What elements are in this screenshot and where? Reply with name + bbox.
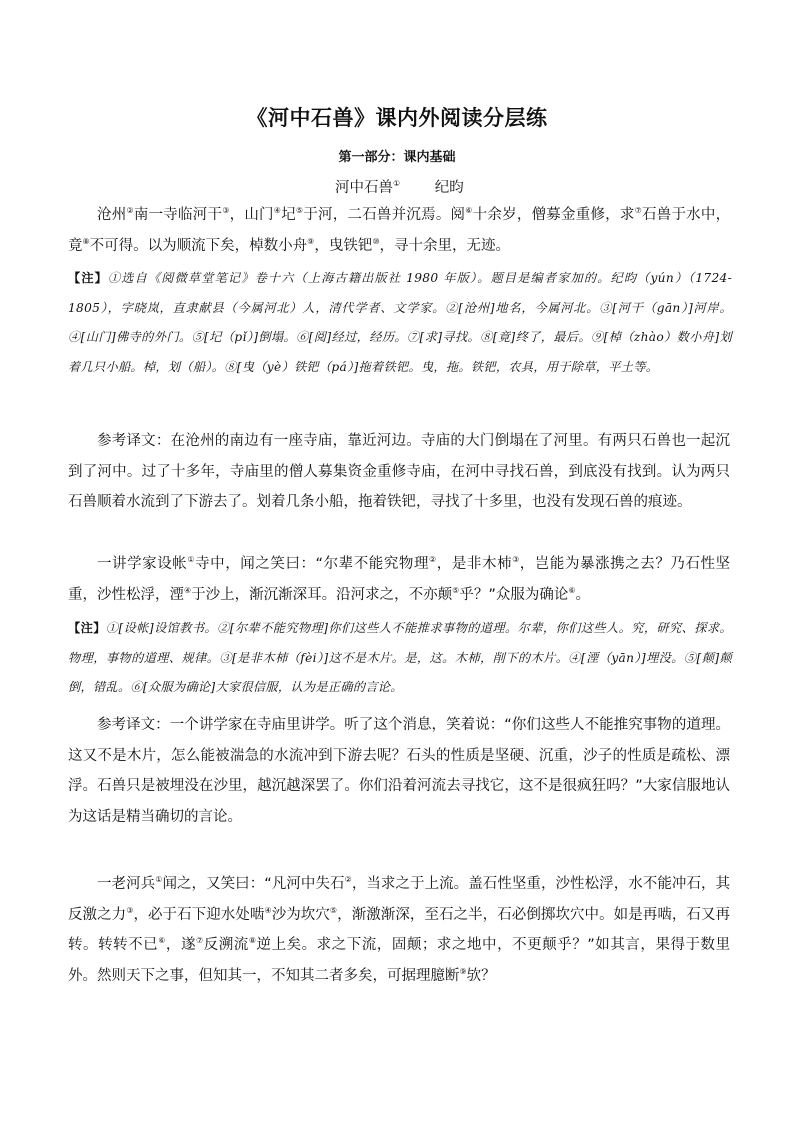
translation-paragraph-2: 参考译文：一个讲学家在寺庙里讲学。听了这个消息，笑着说：“你们这些人不能推究事物的道理。这又不是木片，怎么能被湍急的水流冲到下游去呢？石头的性质是坚硬、沉重，沙子的性质是疏松、漂浮。石兽只是被埋没在沙里，越沉越深罢了。你们沿着河流去寻找它，这不是很疯狂吗？”大家信服地认为这话是精当确切的言论。 <box>68 717 730 825</box>
footnote-mark: ④ <box>184 585 192 595</box>
annotation-label: 【注】 <box>68 271 108 285</box>
footnote-mark: ⑧ <box>248 936 257 946</box>
footnote-mark: ① <box>187 555 196 565</box>
footnote-mark: ⑩ <box>372 236 380 246</box>
footnote-mark: ⑤ <box>452 585 460 595</box>
footnote-mark: ⑧ <box>82 236 90 246</box>
author-name: 纪昀 <box>434 180 464 196</box>
translation-paragraph-1: 参考译文：在沧州的南边有一座寺庙，靠近河边。寺庙的大门倒塌在了河里。有两只石兽也一起沉到了河中。过了十多年，寺庙里的僧人募集资金重修寺庙，在河中寻找石兽，到底没有找到。认为两只石兽顺着水流到了下游去了。划着几条小船，拖着铁钯，寻找了十多里，也没有发现石兽的痕迹。 <box>68 433 730 510</box>
footnote-mark: ⑥ <box>465 206 473 216</box>
footnote-mark: ④ <box>264 905 272 915</box>
annotation-block-2 <box>68 614 732 703</box>
text-title-name: 河中石兽 <box>335 180 393 196</box>
page-title: 《河中石兽》课内外阅读分层练 <box>246 106 548 130</box>
footnote-mark: ③ <box>126 905 134 915</box>
classical-text-paragraph-2: 一讲学家设帐①寺中，闻之笑曰：“尔辈不能究物理②，是非木杮③，岂能为暴涨携之去？乃石性坚重，沙性松浮，湮④于沙上，渐沉渐深耳。沿河求之，不亦颠⑤乎？”众服为确论⑥。 <box>68 555 731 603</box>
footnote-mark: ⑦ <box>196 936 204 946</box>
footnote-mark: ③ <box>222 206 230 216</box>
footnote-mark: ② <box>126 206 134 216</box>
footnote-mark: ⑨ <box>459 966 467 976</box>
footnote-mark: ⑦ <box>634 206 643 216</box>
footnote-mark: ⑨ <box>307 236 315 246</box>
footnote-mark: ② <box>429 555 437 565</box>
annotation-label: 【注】 <box>68 621 106 635</box>
footnote-mark: ④ <box>273 206 282 216</box>
annotation-text: ①选自《阅微草堂笔记》卷十六（上海古籍出版社 1980 年版）。题目是编者家加的。纪昀（yún）（1724-1805），字晓岚，直隶献县（今属河北）人，清代学者、文学家。②[沧州]地名，今属河北。③[河干（gān）]河岸。④[山门]佛寺的外门。⑤[圮（pǐ）]倒塌。⑥[阅]经过，经历。⑦[求]寻找。⑧[竟]终了，最后。⑨[棹（zhào）数小舟]划着几只小船。棹，划（船）。⑧[曳（yè）铁钯（pá）]拖着铁钯。曳，拖。铁钯，农具，用于除草，平土等。 <box>68 271 732 374</box>
footnote-mark: ⑤ <box>295 206 304 216</box>
footnote-mark: ① <box>393 179 401 189</box>
annotation-text: ①[设帐]设馆教书。②[尔辈不能究物理]你们这些人不能推求事物的道理。尔辈，你们这些人。究，研究、探求。物理，事物的道理、规律。③[是非木杮（fèi）]这不是木片。是，这。木杮，削下的木片。④[湮（yān）]埋没。⑤[颠]颠倒，错乱。⑥[众服为确论]大家很信服，认为是正确的言论。 <box>68 621 732 694</box>
annotation-block-1 <box>68 264 732 382</box>
classical-text-paragraph-3: 一老河兵①闻之，又笑曰：“凡河中失石②，当求之于上流。盖石性坚重，沙性松浮，水不能冲石，其反激之力③，必于石下迎水处啮④沙为坎穴⑤，渐激渐深，至石之半，石必倒掷坎穴中。如是再啮，石又再转。转转不已⑥，遂⑦反溯流⑧逆上矣。求之下流，固颠；求之地中，不更颠乎？”如其言，果得于数里外。然则天下之事，但知其一，不知其二者多矣，可据理臆断⑨欤？ <box>68 875 731 984</box>
footnote-mark: ⑥ <box>158 936 166 946</box>
classical-text-paragraph-1: 沧州②南一寺临河干③，山门④圮⑤于河，二石兽并沉焉。阅⑥十余岁，僧募金重修，求⑦石兽于水中，竟⑧不可得。以为顺流下矣，棹数小舟⑨，曳铁钯⑩，寻十余里，无迹。 <box>68 206 731 254</box>
footnote-mark: ③ <box>512 555 520 565</box>
footnote-mark: ⑥ <box>568 585 576 595</box>
footnote-mark: ① <box>155 875 163 885</box>
footnote-mark: ⑤ <box>329 905 338 915</box>
part-heading: 第一部分：课内基础 <box>338 150 456 165</box>
text-title <box>335 176 464 197</box>
footnote-mark: ② <box>344 875 352 885</box>
